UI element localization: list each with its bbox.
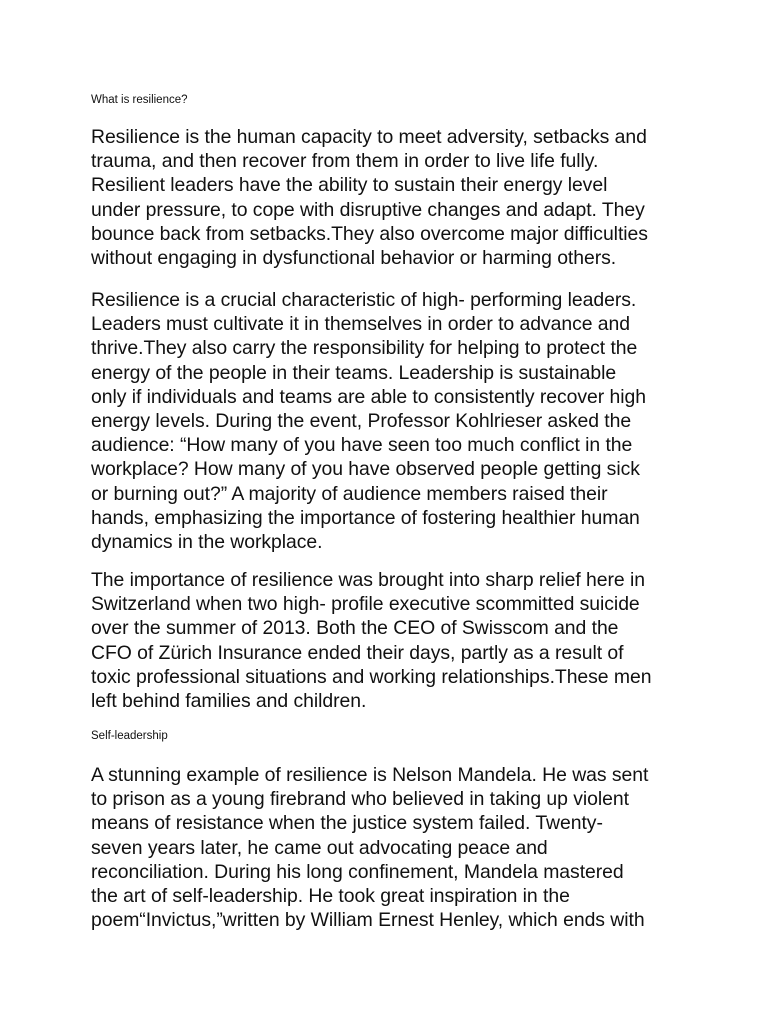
paragraph-line: seven years later, he came out advocating peace and [91,836,548,859]
paragraph-line: toxic professional situations and working relationships.These men [91,665,652,688]
paragraph-mandela [91,763,691,932]
paragraph-line: means of resistance when the justice system failed. Twenty- [91,812,603,835]
paragraph-line: or burning out?” A majority of audience members raised their [91,482,608,505]
paragraph-switzerland [91,568,691,713]
paragraph-line: Resilience is the human capacity to meet adversity, setbacks and [91,126,647,148]
paragraph-line: left behind families and children. [91,690,367,713]
paragraph-line: dynamics in the workplace. [91,531,323,554]
paragraph-line: energy levels. During the event, Professor Kohlrieser asked the [91,410,632,433]
paragraph-line: hands, emphasizing the importance of fostering healthier human [91,506,640,529]
paragraph-line: The importance of resilience was brought into sharp relief here in [91,569,645,591]
paragraph-line: to prison as a young firebrand who believed in taking up violent [91,788,629,811]
paragraph-line: the art of self-leadership. He took great inspiration in the [91,885,570,908]
paragraph-line: A stunning example of resilience is Nelson Mandela. He was sent [91,764,649,786]
paragraph-line: workplace? How many of you have observed people getting sick [91,458,640,481]
paragraph-line: over the summer of 2013. Both the CEO of Swisscom and the [91,617,619,640]
paragraph-line: Resilient leaders have the ability to sustain their energy level [91,174,608,197]
paragraph-line: thrive.They also carry the responsibility for helping to protect the [91,337,638,360]
paragraph-line: energy of the people in their teams. Leadership is sustainable [91,361,617,384]
paragraph-line: audience: “How many of you have seen too much conflict in the [91,434,633,457]
paragraph-line: without engaging in dysfunctional behavior or harming others. [91,247,617,270]
paragraph-line: Switzerland when two high- profile executive scommitted suicide [91,593,640,616]
paragraph-line: poem“Invictus,”written by William Ernest Henley, which ends with [91,909,645,932]
section-heading-self-leadership: Self-leadership [91,730,168,742]
paragraph-line: bounce back from setbacks.They also overcome major difficulties [91,222,648,245]
section-heading-resilience: What is resilience? [91,94,188,106]
paragraph-resilience-definition [91,125,691,270]
paragraph-line: CFO of Zürich Insurance ended their days, partly as a result of [91,641,624,664]
paragraph-line: reconciliation. During his long confinement, Mandela mastered [91,860,624,883]
paragraph-line: under pressure, to cope with disruptive changes and adapt. They [91,198,645,221]
paragraph-crucial-characteristic [91,288,691,554]
paragraph-line: Leaders must cultivate it in themselves in order to advance and [91,313,631,336]
paragraph-line: Resilience is a crucial characteristic of high- performing leaders. [91,289,637,311]
paragraph-line: trauma, and then recover from them in order to live life fully. [91,150,599,173]
paragraph-line: only if individuals and teams are able to consistently recover high [91,385,646,408]
